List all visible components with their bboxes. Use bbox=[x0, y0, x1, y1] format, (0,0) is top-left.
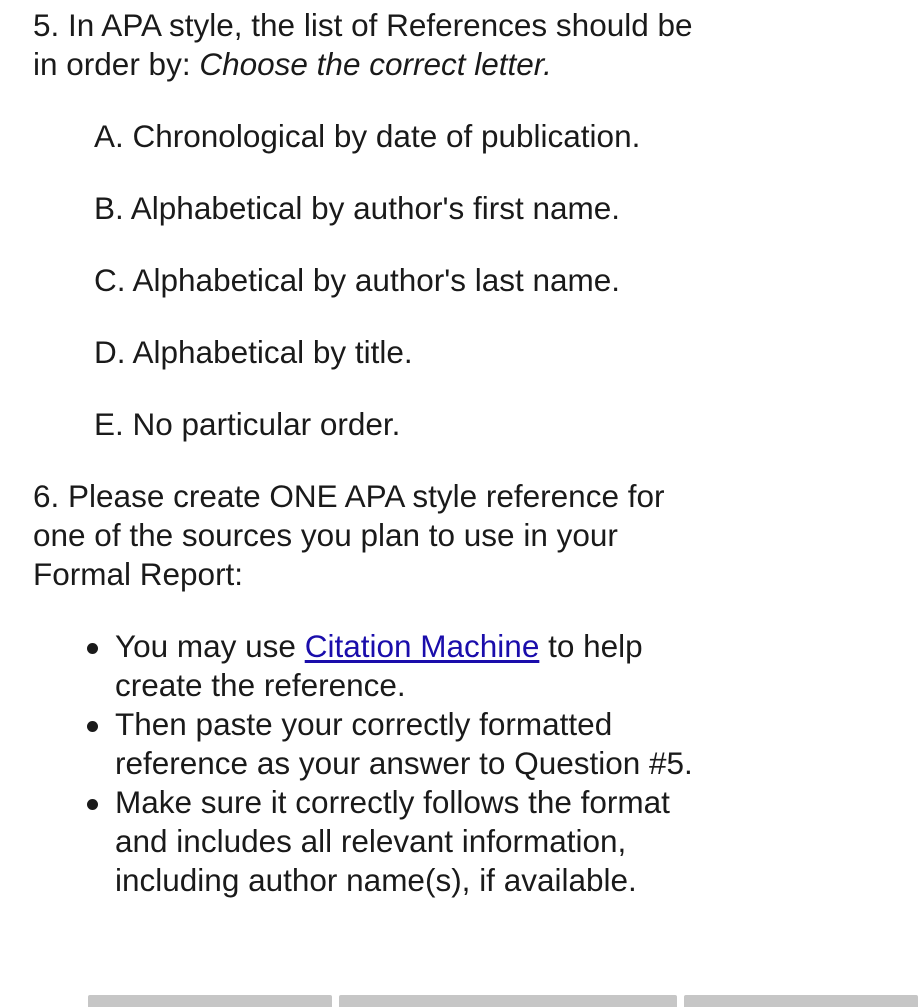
question-5-instruction: Choose the correct letter. bbox=[199, 46, 552, 82]
option-a[interactable]: A. Chronological by date of publication. bbox=[94, 118, 641, 154]
list-item bbox=[115, 783, 693, 900]
bullet-1-before: You may use bbox=[115, 628, 305, 664]
citation-machine-link[interactable]: Citation Machine bbox=[304, 628, 540, 664]
question-5 bbox=[33, 6, 693, 84]
quiz-content bbox=[33, 6, 693, 900]
bottom-toolbar-segment-2[interactable] bbox=[339, 995, 677, 1007]
option-e[interactable]: E. No particular order. bbox=[94, 406, 401, 442]
bullet-icon bbox=[87, 643, 98, 654]
option-d[interactable]: D. Alphabetical by title. bbox=[94, 334, 413, 370]
bullet-icon bbox=[87, 721, 98, 732]
question-5-text: 5. In APA style, the list of References should be in order by: bbox=[33, 7, 693, 82]
bottom-toolbar-segment-1[interactable] bbox=[88, 995, 332, 1007]
bottom-toolbar-segment-3[interactable] bbox=[684, 995, 918, 1007]
answer-options bbox=[33, 117, 693, 444]
option-c[interactable]: C. Alphabetical by author's last name. bbox=[94, 262, 621, 298]
question-6: 6. Please create ONE APA style reference for one of the sources you plan to use in your Formal Report: bbox=[33, 478, 665, 592]
bullet-icon bbox=[87, 799, 98, 810]
bullet-2-text: Then paste your correctly formatted reference as your answer to Question #5. bbox=[115, 706, 693, 781]
bullet-3-text: Make sure it correctly follows the format and includes all relevant information, including author name(s), if available. bbox=[115, 784, 670, 898]
list-item bbox=[115, 627, 693, 705]
option-b[interactable]: B. Alphabetical by author's first name. bbox=[94, 190, 621, 226]
bullet-1-after: to help create the reference. bbox=[115, 628, 643, 703]
instruction-list bbox=[33, 627, 693, 900]
list-item bbox=[115, 705, 693, 783]
